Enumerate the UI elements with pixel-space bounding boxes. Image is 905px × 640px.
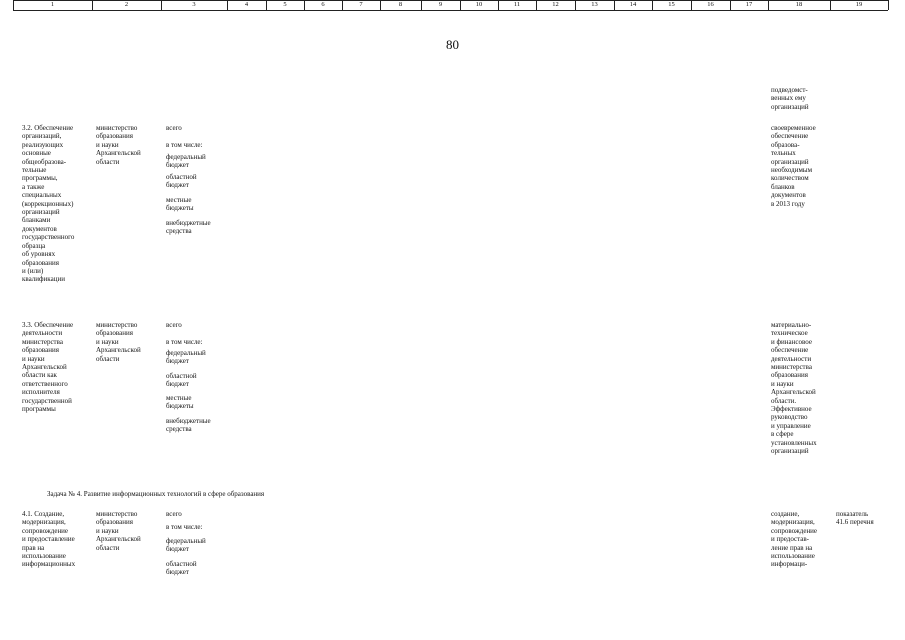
table-header-cell: 2 [124, 1, 129, 8]
row32-name: 3.2. Обеспечение организаций, реализующих основные общеобразова- тельные программы, а также специальных (коррекционных) организаций бланками документов государственного образца об уровнях образования и (или) квалификации [22, 124, 75, 284]
row33-source: местные бюджеты [166, 394, 194, 411]
table-header-cell: 18 [795, 1, 803, 8]
table-header-cell: 9 [438, 1, 443, 8]
table-header-cell: 16 [707, 1, 714, 8]
row32-source: областной бюджет [166, 173, 197, 190]
task-heading: Задача № 4. Развитие информационных технологий в сфере образования [47, 490, 265, 498]
row41-name: 4.1. Создание, модернизация, сопровождение и предоставление прав на использование информационных [22, 510, 76, 569]
continued-result-text: подведомст- венных ему организаций [771, 86, 809, 111]
table-header-cell: 1 [50, 1, 55, 8]
row33-source: в том числе: [166, 338, 203, 346]
table-header-divider [888, 0, 889, 10]
row32-source: внебюджетные средства [166, 219, 211, 236]
table-header-cell: 10 [475, 1, 483, 8]
row41-source: в том числе: [166, 523, 203, 531]
row32-source: местные бюджеты [166, 196, 194, 213]
table-header-cell: 6 [321, 1, 325, 8]
row33-executor: министерство образования и науки Архангельской области [96, 321, 141, 363]
row33-source: областной бюджет [166, 372, 197, 389]
row33-source: внебюджетные средства [166, 417, 211, 434]
table-header-cell: 12 [552, 1, 559, 8]
row41-source: федеральный бюджет [166, 537, 206, 554]
row33-result: материально- техническое и финансовое обеспечение деятельности министерства образования и науки Архангельской области. Эффективное руководство и управление в сфере установленных организаций [771, 321, 817, 456]
table-header-cell: 15 [668, 1, 675, 8]
table-header-cell: 17 [745, 1, 753, 8]
table-header-cell: 11 [513, 1, 521, 8]
table-header-cell: 4 [244, 1, 249, 8]
row33-source: федеральный бюджет [166, 349, 206, 366]
row41-indicator: показатель 41.6 перечня [836, 510, 874, 527]
row32-source: всего [166, 124, 182, 132]
row41-result: создание, модернизация, сопровождение и предостав- ление прав на использование информаци- [771, 510, 818, 569]
row41-source: областной бюджет [166, 560, 197, 577]
table-header-cell: 7 [359, 1, 363, 8]
table-header-cell: 8 [398, 1, 403, 8]
table-header-cell: 14 [629, 1, 637, 8]
row32-result: своевременное обеспечение образова- тельных организаций необходимым количеством бланков документов в 2013 году [771, 124, 816, 208]
row32-source: федеральный бюджет [166, 153, 206, 170]
row33-source: всего [166, 321, 182, 329]
row41-source: всего [166, 510, 182, 518]
table-header-cell: 19 [855, 1, 863, 8]
row41-executor: министерство образования и науки Архангельской области [96, 510, 141, 552]
table-header-cell: 3 [192, 1, 196, 8]
row32-source: в том числе: [166, 141, 203, 149]
page-number: 80 [446, 37, 459, 52]
table-header-cell: 13 [591, 1, 598, 8]
row33-name: 3.3. Обеспечение деятельности министерства образования и науки Архангельской области как ответственного исполнителя государственной программы [22, 321, 74, 414]
row32-executor: министерство образования и науки Архангельской области [96, 124, 141, 166]
table-header-cell: 5 [283, 1, 287, 8]
